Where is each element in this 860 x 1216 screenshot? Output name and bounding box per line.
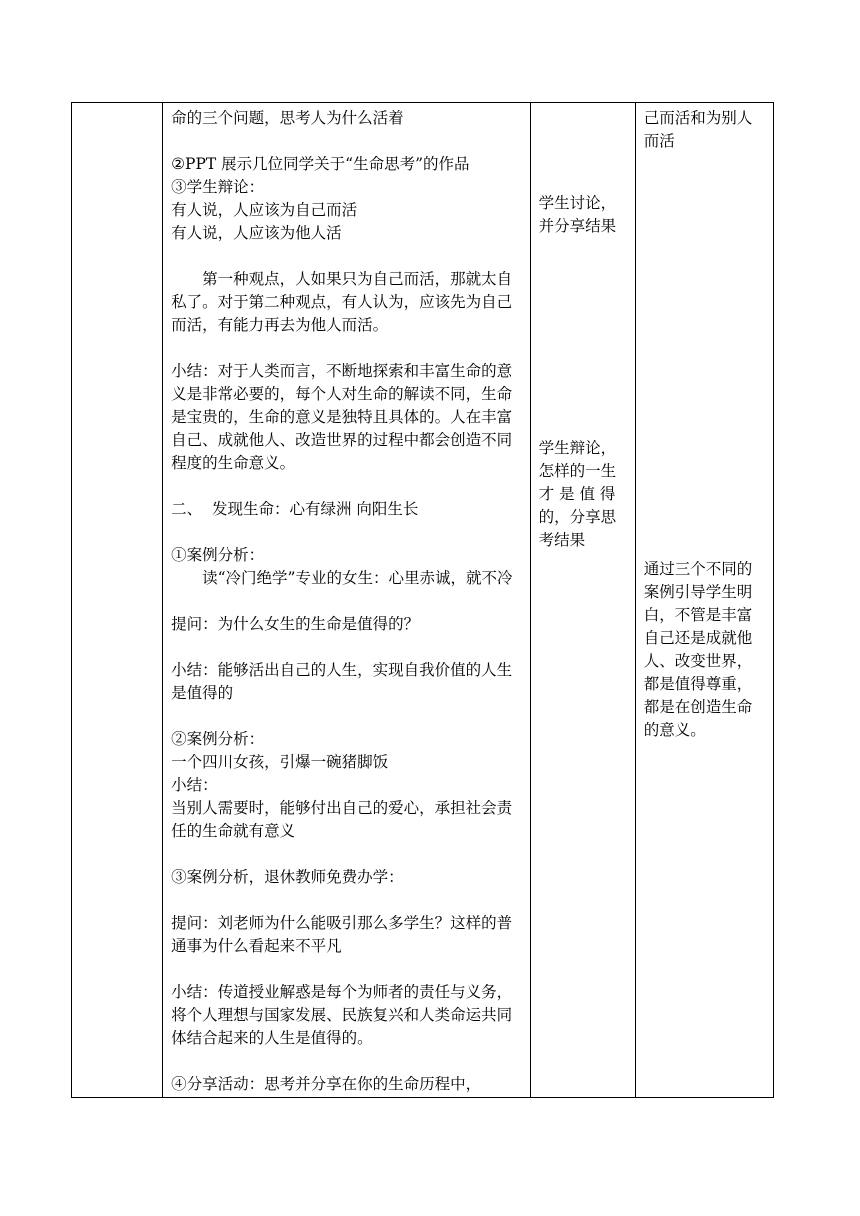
student-activity-line: 怎样的一生 [538, 462, 617, 480]
summary-paragraph: 小结：传道授业解惑是每个为师者的责任与义务，将个人理想与国家发展、民族复兴和人类命运共同体结合起来的人生是值得的。 [171, 983, 513, 1047]
content-line: ②PPT 展示几位同学关于“生命思考”的作品 [171, 155, 470, 173]
summary-paragraph: 当别人需要时，能够付出自己的爱心，承担社会责任的生命就有意义 [171, 799, 513, 840]
case-heading: ①案例分析： [171, 546, 265, 564]
content-line: 有人说，人应该为他人活 [171, 224, 342, 242]
case-description: 一个四川女孩，引爆一碗猪脚饭 [171, 753, 389, 771]
question-text: 提问：为什么女生的生命是值得的？ [171, 615, 420, 633]
case-description: 读“冷门绝学”专业的女生：心里赤诚，就不冷 [202, 569, 513, 587]
student-activity-line: 的，分享思 [538, 508, 617, 526]
design-intent-paragraph: 通过三个不同的案例引导学生明白，不管是丰富自己还是成就他人、改变世界，都是值得尊重，都是在创造生命的意义。 [643, 560, 753, 739]
content-paragraph: 第一种观点，人如果只为自己而活，那就太自私了。对于第二种观点，有人认为，应该先为自己而活，有能力再去为他人而活。 [171, 270, 513, 334]
design-intent-cell [635, 103, 773, 1098]
summary-paragraph: 小结：能够活出自己的人生，实现自我价值的人生是值得的 [171, 661, 513, 702]
case-heading: ②案例分析： [171, 730, 265, 748]
student-activity-line: 才 是 值 得 [538, 485, 616, 503]
lesson-plan-table [71, 102, 774, 1098]
student-activity-line: 考结果 [538, 531, 586, 549]
student-activity-cell [530, 103, 635, 1098]
section-heading: 二、 发现生命：心有绿洲 向阳生长 [171, 500, 419, 518]
summary-label: 小结： [171, 776, 218, 794]
question-text: 提问：刘老师为什么能吸引那么多学生？这样的普通事为什么看起来不平凡 [171, 914, 513, 955]
table-row [72, 103, 774, 1098]
summary-paragraph: 小结：对于人类而言，不断地探索和丰富生命的意义是非常必要的，每个人对生命的解读不同，生命是宝贵的，生命的意义是独特且具体的。人在丰富自己、成就他人、改造世界的过程中都会创造不同程度的生命意义。 [171, 362, 513, 472]
case-heading: ③案例分析，退休教师免费办学： [171, 868, 404, 886]
activity-text: ④分享活动：思考并分享在你的生命历程中， [171, 1075, 482, 1093]
student-activity-line: 并分享结果 [538, 217, 617, 235]
student-activity-line: 学生辩论， [538, 439, 617, 457]
stage-column-cell [72, 103, 163, 1098]
student-activity-line: 学生讨论， [538, 194, 617, 212]
content-line: 有人说，人应该为自己而活 [171, 201, 358, 219]
teaching-content-cell [163, 103, 531, 1098]
design-intent-line: 己而活和为别人 [643, 109, 753, 127]
content-line: 命的三个问题，思考人为什么活着 [171, 109, 404, 127]
design-intent-line: 而活 [643, 132, 675, 150]
content-line: ③学生辩论： [171, 178, 265, 196]
